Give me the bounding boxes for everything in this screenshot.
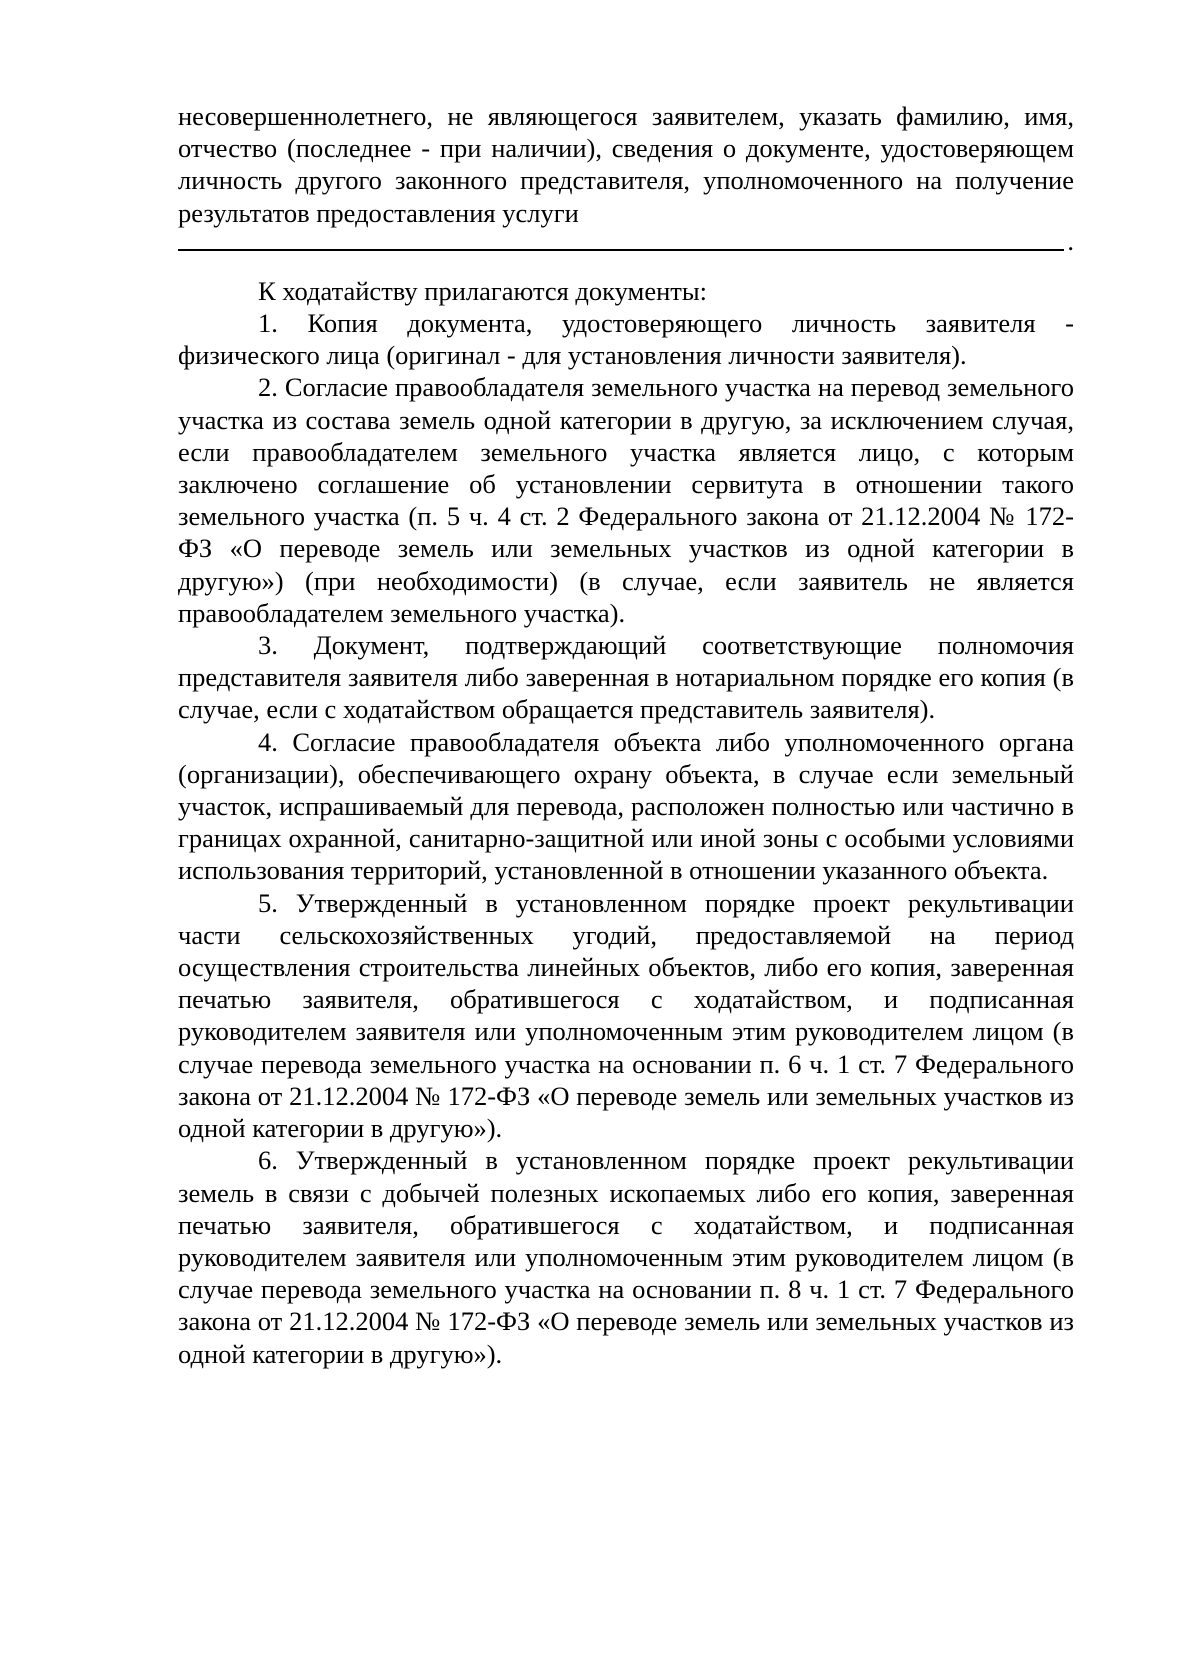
attachments-heading: К ходатайству прилагаются документы:: [258, 275, 708, 306]
line-end-period: .: [1067, 225, 1074, 256]
document-body: [178, 100, 1074, 1370]
attachment-item-4: 4. Согласие правообладателя объекта либо уполномоченного органа (организации), обеспечивающего охрану объекта, в случае если земельный участок, испрашиваемый для перевода, расположен полностью или частично в границах охранной, санитарно-защитной или иной зоны с особыми условиями использования территорий, установленной в отношении указанного объекта.: [178, 726, 1074, 886]
attachment-item-3: 3. Документ, подтверждающий соответствующие полномочия представителя заявителя либо заверенная в нотариальном порядке его копия (в случае, если с ходатайством обращается представитель заявителя).: [178, 630, 1074, 725]
underline-rule: [178, 249, 1064, 251]
attachment-item-6: 6. Утвержденный в установленном порядке проект рекультивации земель в связи с добычей полезных ископаемых либо его копия, заверенная печатью заявителя, обратившегося с ходатайством, и подписанная руководителем заявителя или уполномоченным этим руководителем лицом (в случае перевода земельного участка на основании п. 8 ч. 1 ст. 7 Федерального закона от 21.12.2004 № 172-ФЗ «О переводе земель или земельных участков из одной категории в другую»).: [178, 1145, 1074, 1369]
attachment-item-1: 1. Копия документа, удостоверяющего личность заявителя - физического лица (оригинал - для установления личности заявителя).: [178, 308, 1074, 371]
intro-paragraph: несовершеннолетнего, не являющегося заявителем, указать фамилию, имя, отчество (последнее - при наличии), сведения о документе, удостоверяющем личность другого законного представителя, уполномоченного на получение результатов предоставления услуги: [178, 101, 1074, 228]
attachment-item-5: 5. Утвержденный в установленном порядке проект рекультивации части сельскохозяйственных угодий, предоставляемой на период осуществления строительства линейных объектов, либо его копия, заверенная печатью заявителя, обратившегося с ходатайством, и подписанная руководителем заявителя или уполномоченным этим руководителем лицом (в случае перевода земельного участка на основании п. 6 ч. 1 ст. 7 Федерального закона от 21.12.2004 № 172-ФЗ «О переводе земель или земельных участков из одной категории в другую»).: [178, 887, 1074, 1144]
blank-fill-line: [178, 225, 1074, 263]
attachment-item-2: 2. Согласие правообладателя земельного участка на перевод земельного участка из состава земель одной категории в другую, за исключением случая, если правообладателем земельного участка является лицо, с которым заключено соглашение об установлении сервитута в отношении такого земельного участка (п. 5 ч. 4 ст. 2 Федерального закона от 21.12.2004 № 172-ФЗ «О переводе земель или земельных участков из одной категории в другую») (при необходимости) (в случае, если заявитель не является правообладателем земельного участка).: [178, 372, 1074, 628]
